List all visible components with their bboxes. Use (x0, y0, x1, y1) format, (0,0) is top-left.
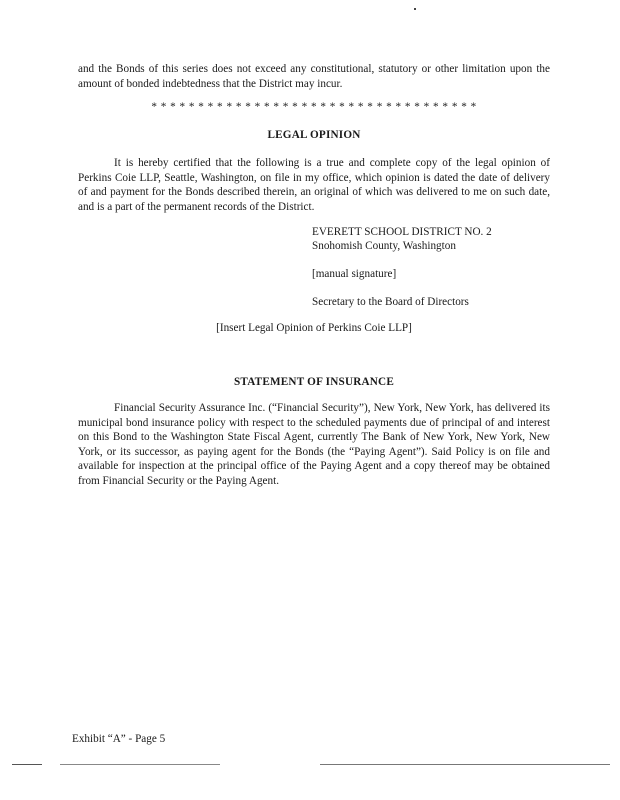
county-name: Snohomish County, Washington (312, 240, 456, 252)
legal-opinion-heading: LEGAL OPINION (267, 129, 361, 141)
scan-speck (414, 8, 416, 10)
signature-placeholder: [manual signature] (312, 268, 397, 280)
insurance-paragraph: Financial Security Assurance Inc. (“Financial Security”), New York, New York, has delivered its municipal bond insurance policy with respect to the scheduled payments due of principal of and interest on this Bond to the Washington State Fiscal Agent, currently The Bank of New York, New York, New York, or its successor, as paying agent for the Bonds (the “Paying Agent”). Said Policy is on file and available for inspection at the principal office of the Paying Agent and a copy thereof may be obtained from Financial Security or the Paying Agent. (78, 402, 550, 487)
district-name: EVERETT SCHOOL DISTRICT NO. 2 (312, 226, 492, 238)
insurance-heading: STATEMENT OF INSURANCE (233, 376, 394, 388)
legal-opinion-paragraph: It is hereby certified that the following is a true and complete copy of the legal opinion of Perkins Coie LLP, Seattle, Washington, on file in my office, which opinion is dated the date of delivery of and payment for the Bonds described therein, an original of which was delivered to me on such date, and is a part of the permanent records of the District. (78, 157, 550, 213)
signer-title: Secretary to the Board of Directors (312, 296, 469, 308)
page-footer: Exhibit “A” - Page 5 (72, 733, 166, 745)
scan-line (60, 764, 220, 765)
separator-asterisks: * * * * * * * * * * * * * * * * * * * * * * * * * * * * * * * * * * * (151, 101, 477, 113)
insert-opinion-note: [Insert Legal Opinion of Perkins Coie LLP] (216, 322, 412, 334)
scan-line (12, 764, 42, 765)
top-paragraph: and the Bonds of this series does not exceed any constitutional, statutory or other limitation upon the amount of bonded indebtedness that the District may incur. (78, 63, 550, 90)
scan-line (320, 764, 610, 765)
